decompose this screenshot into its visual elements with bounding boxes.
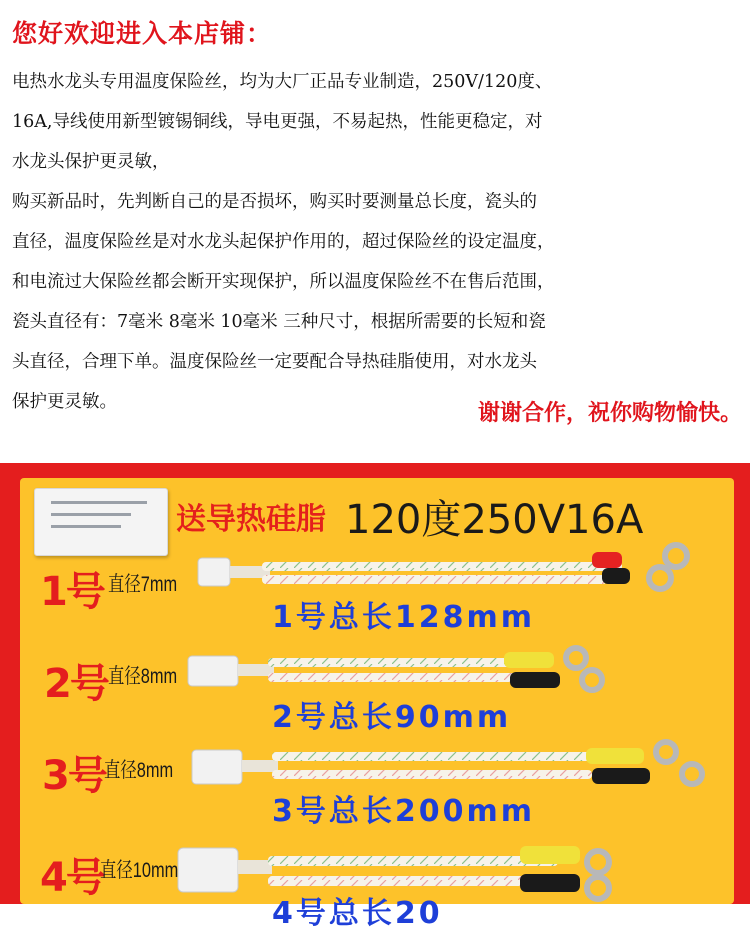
description-line: 头直径，合理下单。温度保险丝一定要配合导热硅脂使用，对水龙头 bbox=[12, 352, 537, 372]
product-3-number: 3号 bbox=[42, 753, 106, 799]
fuse-2 bbox=[188, 648, 602, 690]
description-line: 16A,导线使用新型镀锡铜线，导电更强，不易起热，性能更稳定，对 bbox=[12, 112, 543, 132]
description-line: 瓷头直径有：7毫米 8毫米 10毫米 三种尺寸，根据所需要的长短和瓷 bbox=[12, 312, 546, 332]
fuse-1 bbox=[198, 545, 687, 589]
spec-label: 120度250V16A bbox=[345, 497, 644, 543]
product-1-number: 1号 bbox=[40, 569, 104, 615]
product-4-diameter: 直径10mm bbox=[100, 859, 179, 882]
fuse-3 bbox=[192, 742, 702, 784]
description-line: 购买新品时，先判断自己的是否损坏，购买时要测量总长度，瓷头的 bbox=[12, 192, 537, 212]
product-2-number: 2号 bbox=[44, 661, 108, 707]
product-2-diameter: 直径8mm bbox=[108, 665, 178, 688]
welcome-heading: 您好欢迎进入本店铺： bbox=[12, 19, 273, 48]
description-line: 直径，温度保险丝是对水龙头起保护作用的，超过保险丝的设定温度， bbox=[12, 232, 555, 252]
product-4-number: 4号 bbox=[40, 855, 104, 901]
description-line: 水龙头保护更灵敏， bbox=[12, 152, 170, 172]
description-line: 电热水龙头专用温度保险丝，均为大厂正品专业制造，250V/120度、 bbox=[12, 72, 553, 92]
description-line: 和电流过大保险丝都会断开实现保护，所以温度保险丝不在售后范围， bbox=[12, 272, 555, 292]
product-2-length: 2号总长90mm bbox=[272, 700, 512, 735]
product-4-length: 4号总长20 bbox=[272, 896, 443, 931]
description-line: 保护更灵敏。 bbox=[12, 392, 117, 412]
product-1-diameter: 直径7mm bbox=[108, 573, 178, 596]
thanks-note: 谢谢合作，祝你购物愉快。 bbox=[477, 400, 742, 426]
product-3-diameter: 直径8mm bbox=[104, 759, 174, 782]
gift-label: 送导热硅脂 bbox=[176, 502, 326, 537]
product-1-length: 1号总长128mm bbox=[272, 600, 536, 635]
product-3-length: 3号总长200mm bbox=[272, 794, 536, 829]
